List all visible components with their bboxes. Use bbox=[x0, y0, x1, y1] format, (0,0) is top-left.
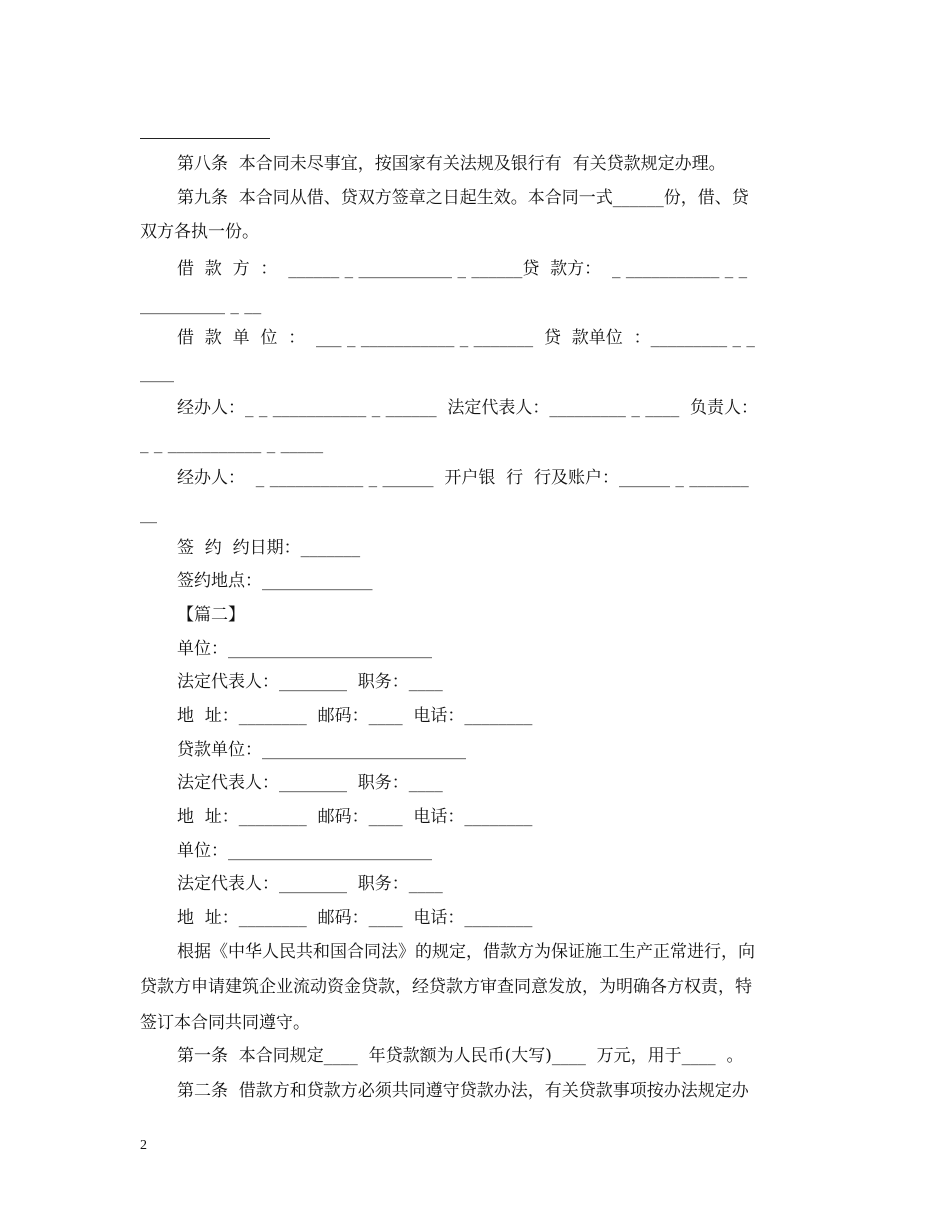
handler-line-1-cont: _ _ ___________ _ _____ bbox=[140, 434, 324, 454]
unit-field-2: 单位：________________________ bbox=[177, 841, 432, 861]
legal-rep-3: 法定代表人：________ 职务：____ bbox=[177, 874, 443, 894]
clause-9-cont: 双方各执一份。 bbox=[140, 222, 259, 242]
handler-line-2-cont: __ bbox=[140, 504, 157, 524]
section-heading: 【篇二】 bbox=[177, 605, 245, 625]
borrower-line: 借 款 方 ： ______ _ ___________ _ ______贷 款方： _ ___________ _ _ bbox=[177, 259, 748, 279]
article-2: 第二条 借款方和贷款方必须共同遵守贷款办法，有关贷款事项按办法规定办 bbox=[177, 1081, 749, 1101]
clause-9: 第九条 本合同从借、贷双方签章之日起生效。本合同一式______份，借、贷 bbox=[177, 188, 749, 208]
borrower-line-cont: __________ _ __ bbox=[140, 295, 262, 315]
article-1: 第一条 本合同规定____ 年贷款额为人民币(大写)____ 万元，用于____ 。 bbox=[177, 1046, 744, 1066]
top-rule bbox=[140, 138, 270, 139]
sign-date: 签 约 约日期：_______ bbox=[177, 538, 361, 558]
page-number: 2 bbox=[140, 1138, 147, 1153]
handler-line-1: 经办人：_ _ ___________ _ ______ 法定代表人：_________ _ ____ 负责人： bbox=[177, 398, 759, 418]
legal-rep-1: 法定代表人：________ 职务：____ bbox=[177, 672, 443, 692]
preamble-line-2: 贷款方申请建筑企业流动资金贷款，经贷款方审查同意发放，为明确各方权责，特 bbox=[140, 977, 752, 997]
unit-field-1: 单位：________________________ bbox=[177, 639, 432, 659]
borrower-unit-line-cont: ____ bbox=[140, 363, 174, 383]
preamble-line-3: 签订本合同共同遵守。 bbox=[140, 1013, 310, 1033]
sign-place: 签约地点：_____________ bbox=[177, 571, 373, 591]
lender-unit-field: 贷款单位：________________________ bbox=[177, 740, 466, 760]
address-3: 地 址：________ 邮码：____ 电话：________ bbox=[177, 908, 533, 928]
address-1: 地 址：________ 邮码：____ 电话：________ bbox=[177, 706, 533, 726]
borrower-unit-line: 借 款 单 位 ： ___ _ ___________ _ _______ 贷 款单位 ：_________ _ _ bbox=[177, 328, 755, 348]
preamble-line-1: 根据《中华人民共和国合同法》的规定，借款方为保证施工生产正常进行，向 bbox=[177, 942, 755, 962]
legal-rep-2: 法定代表人：________ 职务：____ bbox=[177, 773, 443, 793]
handler-line-2: 经办人： _ ___________ _ ______ 开户银 行 行及账户：______ _ _______ bbox=[177, 468, 749, 488]
address-2: 地 址：________ 邮码：____ 电话：________ bbox=[177, 807, 533, 827]
clause-8: 第八条 本合同未尽事宜，按国家有关法规及银行有 有关贷款规定办理。 bbox=[177, 154, 726, 174]
